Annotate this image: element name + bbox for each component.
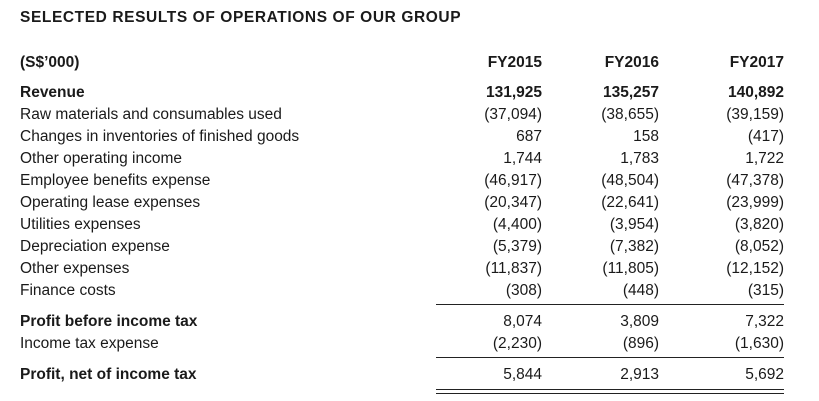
cell-fy2016: 3,809 — [620, 313, 659, 330]
column-header-fy2016: FY2016 — [604, 54, 659, 71]
cell-fy2015: (46,917) — [484, 172, 542, 189]
cell-fy2015: 5,844 — [503, 366, 542, 383]
cell-fy2015: (37,094) — [484, 106, 542, 123]
table-row-raw-materials — [0, 104, 819, 126]
row-label: Profit before income tax — [20, 313, 198, 330]
table-row-utilities — [0, 214, 819, 236]
row-label: Depreciation expense — [20, 238, 170, 255]
table-row-finance-costs — [0, 280, 819, 302]
cell-fy2015: 687 — [516, 128, 542, 145]
row-label: Raw materials and consumables used — [20, 106, 282, 123]
cell-fy2017: 7,322 — [745, 313, 784, 330]
row-label: Other expenses — [20, 260, 130, 277]
row-label: Operating lease expenses — [20, 194, 201, 211]
row-label: Profit, net of income tax — [20, 366, 197, 383]
cell-fy2015: (5,379) — [492, 238, 542, 255]
cell-fy2017: (39,159) — [726, 106, 784, 123]
cell-fy2017: 1,722 — [745, 150, 784, 167]
cell-fy2017: 140,892 — [727, 84, 784, 101]
cell-fy2015: (2,230) — [492, 335, 542, 352]
cell-fy2017: (3,820) — [734, 216, 784, 233]
row-label: Revenue — [20, 84, 85, 101]
cell-fy2015: (4,400) — [492, 216, 542, 233]
page-title: SELECTED RESULTS OF OPERATIONS OF OUR GROUP — [20, 9, 462, 26]
table-row-profit-before-tax — [0, 311, 819, 333]
column-header-fy2017: FY2017 — [729, 54, 784, 71]
table-row-operating-lease — [0, 192, 819, 214]
cell-fy2017: (315) — [747, 282, 784, 299]
cell-fy2017: (8,052) — [734, 238, 784, 255]
cell-fy2016: (7,382) — [609, 238, 659, 255]
table-row-other-operating-income — [0, 148, 819, 170]
cell-fy2017: (23,999) — [726, 194, 784, 211]
cell-fy2015: 131,925 — [485, 84, 542, 101]
cell-fy2016: 158 — [633, 128, 659, 145]
cell-fy2016: (3,954) — [609, 216, 659, 233]
double-rule-top — [436, 389, 784, 390]
cell-fy2016: 1,783 — [620, 150, 659, 167]
table-row-income-tax — [0, 333, 819, 355]
double-rule-bottom — [436, 393, 784, 394]
row-label: Finance costs — [20, 282, 116, 299]
row-label: Changes in inventories of finished goods — [20, 128, 300, 145]
row-label: Income tax expense — [20, 335, 159, 352]
cell-fy2015: 1,744 — [503, 150, 542, 167]
table-row-other-expenses — [0, 258, 819, 280]
cell-fy2017: 5,692 — [745, 366, 784, 383]
row-label: Employee benefits expense — [20, 172, 211, 189]
cell-fy2016: (11,805) — [602, 260, 659, 277]
table-row-employee-benefits — [0, 170, 819, 192]
subtotal-rule — [436, 304, 784, 305]
table-row-profit-net — [0, 364, 819, 386]
cell-fy2016: (448) — [622, 282, 659, 299]
cell-fy2016: (48,504) — [601, 172, 659, 189]
table-header-row — [0, 52, 819, 74]
cell-fy2017: (12,152) — [726, 260, 784, 277]
cell-fy2015: (308) — [505, 282, 542, 299]
cell-fy2017: (47,378) — [726, 172, 784, 189]
cell-fy2016: (38,655) — [601, 106, 659, 123]
total-rule — [436, 357, 784, 358]
table-row-inventories — [0, 126, 819, 148]
cell-fy2015: (11,837) — [485, 260, 542, 277]
column-header-fy2015: FY2015 — [487, 54, 542, 71]
row-label: Utilities expenses — [20, 216, 141, 233]
cell-fy2016: (896) — [622, 335, 659, 352]
cell-fy2017: (1,630) — [734, 335, 784, 352]
cell-fy2015: (20,347) — [484, 194, 542, 211]
cell-fy2017: (417) — [747, 128, 784, 145]
table-row-depreciation — [0, 236, 819, 258]
row-label: Other operating income — [20, 150, 182, 167]
table-row-revenue — [0, 82, 819, 104]
cell-fy2016: 2,913 — [620, 366, 659, 383]
cell-fy2016: (22,641) — [601, 194, 659, 211]
cell-fy2016: 135,257 — [602, 84, 659, 101]
unit-label: (S$’000) — [20, 54, 80, 71]
cell-fy2015: 8,074 — [503, 313, 542, 330]
